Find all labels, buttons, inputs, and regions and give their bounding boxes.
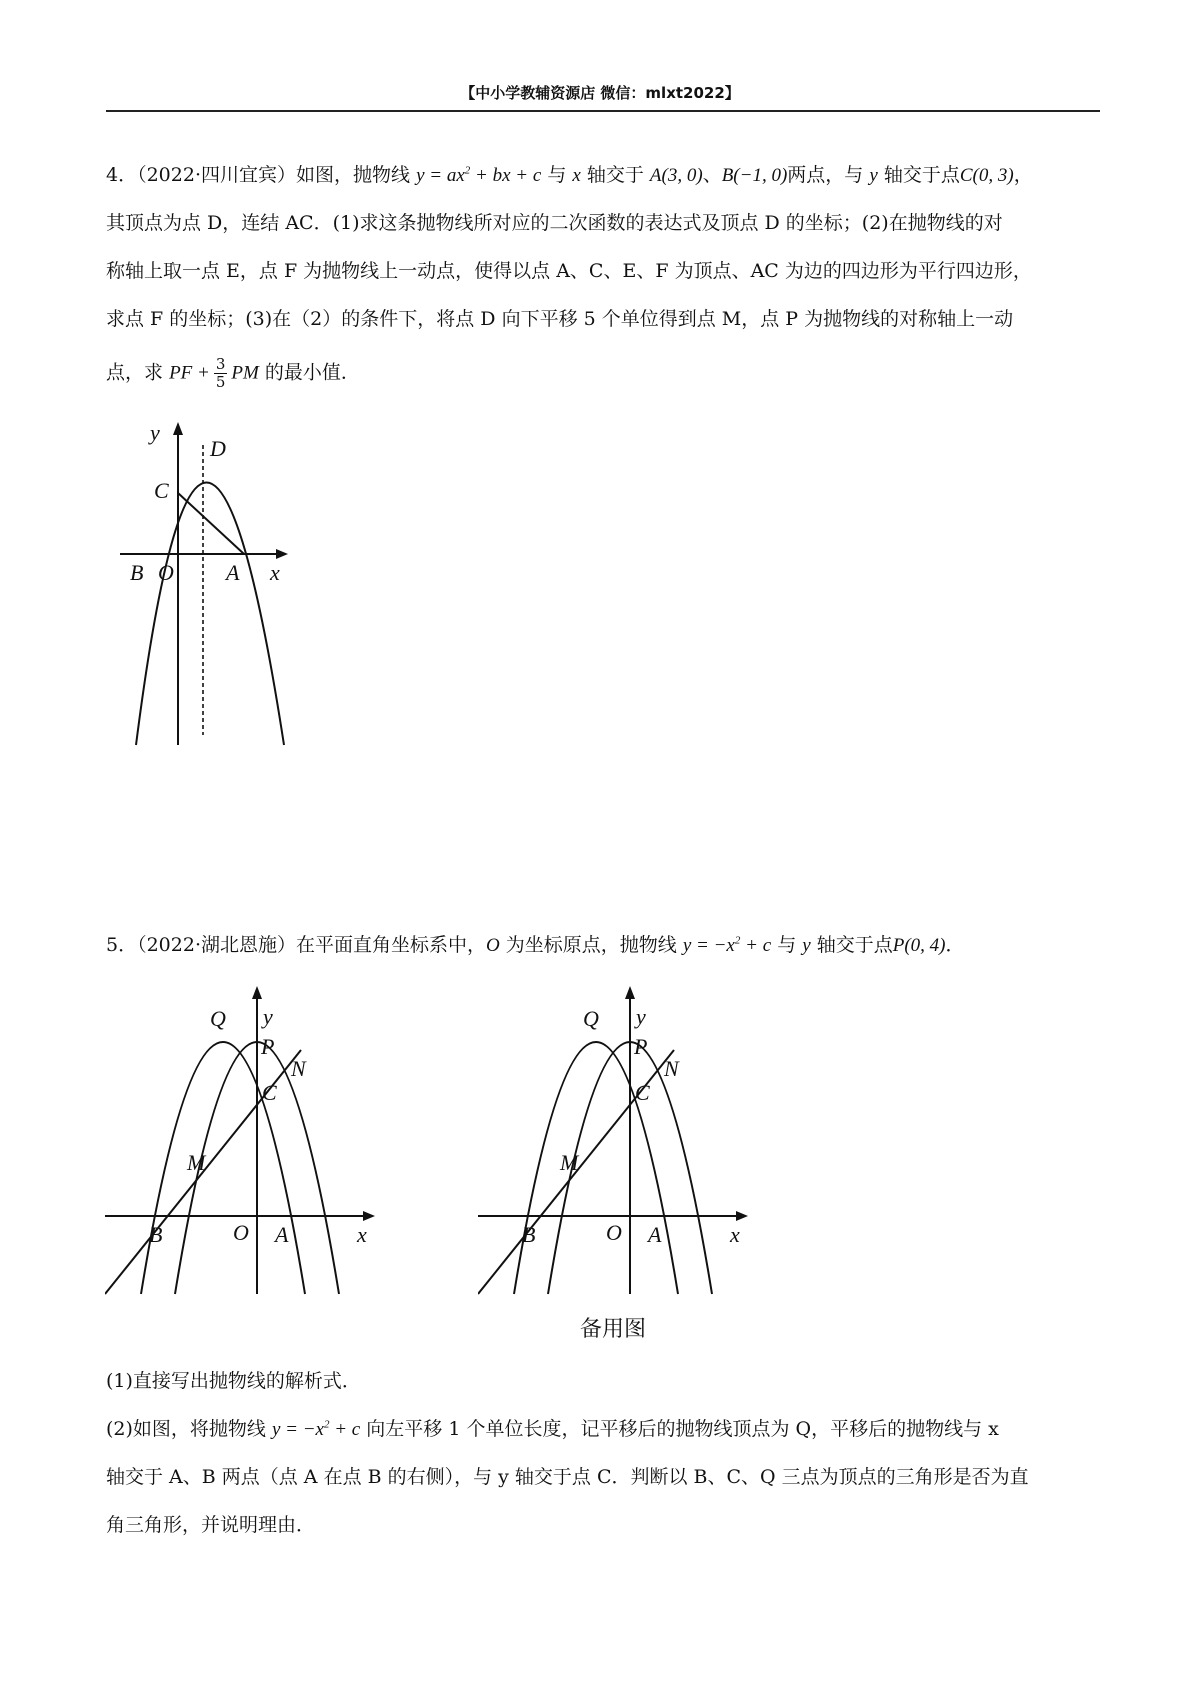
label-y: y <box>636 1004 646 1029</box>
y-axis-arrow <box>625 986 635 999</box>
label-y: y <box>263 1004 273 1029</box>
label-d: D <box>210 436 226 461</box>
label-a: A <box>275 1222 289 1247</box>
q5-text: (2)如图，将抛物线 <box>106 1418 266 1440</box>
fraction: $\frac{3}{5}$ <box>215 355 226 391</box>
q4-equation: $y = ax^2$ + bx + c <box>416 164 542 186</box>
label-o: O <box>606 1220 622 1245</box>
q4-text: 的最小值． <box>264 361 360 384</box>
label-x: x <box>270 560 280 585</box>
q5-equation: $y = -x^2 + c$ <box>271 1418 361 1440</box>
q5-source: （2022·湖北恩施） <box>137 934 296 956</box>
parabola-shifted <box>514 1042 678 1294</box>
q4-point-c: C(0, 3) <box>959 165 1014 186</box>
q4-text: 两点，与 <box>787 164 864 186</box>
q5-text: 向左平移 1 个单位长度，记平移后的抛物线顶点为 Q，平移后的抛物线与 x <box>366 1418 999 1440</box>
label-b: B <box>522 1222 536 1247</box>
q4-var: y <box>869 165 878 186</box>
label-o: O <box>233 1220 249 1245</box>
x-axis-arrow <box>736 1211 748 1221</box>
q4-point-a: A(3, 0) <box>649 165 703 186</box>
q4-line-4: 求点 F 的坐标；(3)在（2）的条件下，将点 D 向下平移 5 个单位得到点 M，点 P 为抛物线的对称轴上一动 <box>106 308 1014 330</box>
label-a: A <box>648 1222 662 1247</box>
q4-text: 、 <box>702 164 722 186</box>
page-header: 【中小学教辅资源店 微信：mlxt2022】 <box>460 84 740 102</box>
q5-text: 与 <box>777 934 797 956</box>
q5-line-1 <box>106 930 965 957</box>
q5-part-2-line-1 <box>106 1414 999 1441</box>
label-p: P <box>634 1034 648 1059</box>
q5-var: O <box>486 935 500 956</box>
q5-text: 在平面直角坐标系中， <box>296 934 487 956</box>
q5-point-p: P(0, 4) <box>892 935 946 956</box>
q5-figure-main <box>105 980 385 1300</box>
q4-line-5 <box>106 356 360 391</box>
q4-text: 点，求 <box>106 361 164 384</box>
q4-number: 4． <box>106 164 138 186</box>
q4-text: 与 <box>547 164 567 186</box>
q4-text: ， <box>1013 164 1033 186</box>
q5-figure-backup <box>478 980 758 1300</box>
label-m: M <box>560 1150 579 1175</box>
q5-equation: $y = -x^2 + c$ <box>682 934 772 956</box>
q4-text: 轴交于点 <box>883 164 960 186</box>
q4-line-1 <box>106 160 1033 187</box>
q4-expr: PM <box>231 362 259 384</box>
label-b: B <box>149 1222 163 1247</box>
q4-point-b: B(−1, 0) <box>721 165 788 186</box>
parabola-shifted <box>141 1042 305 1294</box>
segment-ac <box>178 493 244 554</box>
header-rule <box>106 110 1100 112</box>
label-p: P <box>261 1034 275 1059</box>
q4-line-2: 其顶点为点 D，连结 AC．(1)求这条抛物线所对应的二次函数的表达式及顶点 D 的坐标；(2)在抛物线的对 <box>106 212 1003 234</box>
q4-var: x <box>572 165 581 186</box>
y-axis-arrow <box>173 422 183 435</box>
label-x: x <box>357 1222 367 1247</box>
x-axis-arrow <box>363 1211 375 1221</box>
label-m: M <box>187 1150 206 1175</box>
q5-number: 5． <box>106 934 138 956</box>
q5-text: ． <box>945 934 965 956</box>
label-q: Q <box>583 1006 599 1031</box>
q5-var: y <box>802 935 811 956</box>
label-c: C <box>262 1080 277 1105</box>
label-c: C <box>635 1080 650 1105</box>
label-x: x <box>730 1222 740 1247</box>
q4-line-3: 称轴上取一点 E，点 F 为抛物线上一动点，使得以点 A、C、E、F 为顶点、AC 为边的四边形为平行四边形， <box>106 260 1032 282</box>
q4-source: （2022·四川宜宾） <box>137 164 296 186</box>
label-o: O <box>158 560 174 585</box>
label-c: C <box>154 478 169 503</box>
q5-text: 轴交于点 <box>816 934 893 956</box>
label-q: Q <box>210 1006 226 1031</box>
label-a: A <box>226 560 240 585</box>
q4-expr: PF + <box>169 362 210 384</box>
q4-text: 如图，抛物线 <box>296 164 411 186</box>
label-b: B <box>130 560 144 585</box>
label-n: N <box>664 1056 679 1081</box>
q5-part-2-line-3: 角三角形，并说明理由． <box>106 1514 316 1536</box>
y-axis-arrow <box>252 986 262 999</box>
label-n: N <box>291 1056 306 1081</box>
x-axis-arrow <box>276 549 288 559</box>
q5-text: 为坐标原点，抛物线 <box>505 934 677 956</box>
q5-part-1: (1)直接写出抛物线的解析式． <box>106 1370 361 1392</box>
label-y: y <box>150 420 160 445</box>
q4-text: 轴交于 <box>586 164 644 186</box>
figure-caption: 备用图 <box>580 1317 647 1342</box>
q5-part-2-line-2: 轴交于 A、B 两点（点 A 在点 B 的右侧），与 y 轴交于点 C．判断以 B、C、Q 三点为顶点的三角形是否为直 <box>106 1466 1029 1488</box>
q4-parabola-figure <box>120 420 300 750</box>
